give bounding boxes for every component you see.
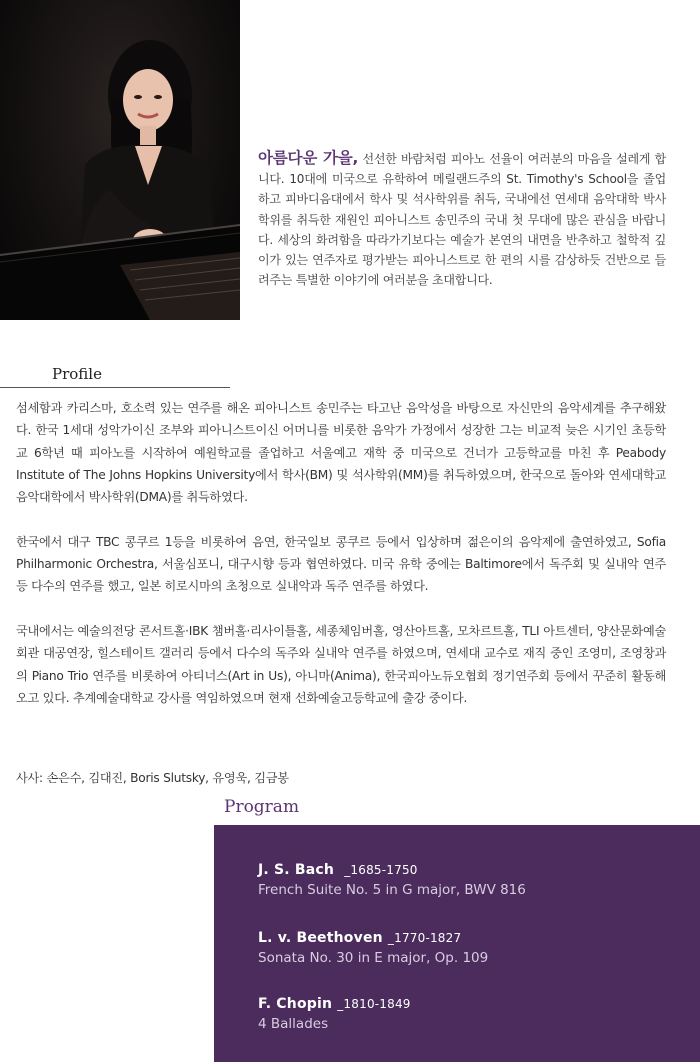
profile-paragraph: 한국에서 대구 TBC 콩쿠르 1등을 비롯하여 음연, 한국일보 콩쿠르 등에서 입상하며 젊은이의 음악제에 출연하였고, Sofia Philharmonic Orchestra, 서울심포니, 대구시향 등과 협연하였다. 미국 유학 중에는 Baltimore에서 독주회 및 실내악 연주 등 다수의 연주를 했고, 일본 히로시마의 초청으로 실내악과 독주 연주를 하였다. — [16, 534, 666, 594]
program-piece-beethoven — [258, 930, 488, 966]
composer-label: L. v. Beethoven — [258, 930, 383, 946]
intro-paragraph — [258, 148, 666, 290]
pianist-portrait — [0, 0, 240, 320]
profile-paragraph: 섬세함과 카리스마, 호소력 있는 연주를 해온 피아니스트 송민주는 타고난 음악성을 바탕으로 자신만의 음악세계를 추구해왔다. 한국 1세대 성악가이신 조부와 피아니스트이신 어머니를 비롯한 음악가 가정에서 성장한 그는 비교적 늦은 시기인 초등학교 6학년 때 피아노를 시작하여 예원학교를 졸업하고 서울예고 재학 중 미국으로 건너가 고등학교를 마친 후 Peabody Institute of The Johns Hopkins University에서 학사(BM) 및 석사학위(MM)를 취득하였으며, 한국으로 돌아와 연세대학교 음악대학에서 박사학위(DMA)를 취득하였다. — [16, 401, 666, 505]
composer-name — [258, 930, 488, 946]
composer-years: _1810-1849 — [337, 997, 411, 1011]
profile-paragraph: 국내에서는 예술의전당 콘서트홀·IBK 챔버홀·리사이틀홀, 세종체임버홀, 영산아트홀, 모차르트홀, TLI 아트센터, 양산문화예술회관 대공연장, 힐스테이트 갤러리 등에서 다수의 독주와 실내악 연주를 하였으며, 연세대 교수로 재직 중인 조영미, 조영창과의 Piano Trio 연주를 비롯하여 아티너스(Art in Us), 아니마(Anima), 한국피아노듀오협회 정기연주회 등에서 꾸준히 활동해오고 있다. 추계예술대학교 강사를 역임하였으며 현재 선화예술고등학교에 출강 중이다. — [16, 623, 666, 705]
composer-name — [258, 996, 411, 1012]
profile-divider — [0, 387, 230, 388]
work-title: Sonata No. 30 in E major, Op. 109 — [258, 950, 489, 966]
profile-heading: Profile — [52, 365, 102, 383]
profile-body — [16, 397, 666, 731]
composer-label: F. Chopin — [258, 996, 333, 1012]
teachers-line: 사사: 손은수, 김대진, Boris Slutsky, 유영욱, 김금봉 — [16, 771, 289, 785]
intro-highlight: 아름다운 가을, — [258, 149, 359, 167]
program-piece-bach — [258, 862, 526, 898]
composer-label: J. S. Bach — [258, 862, 335, 878]
program-piece-chopin — [258, 996, 411, 1032]
program-heading: Program — [224, 797, 300, 817]
work-title: 4 Ballades — [258, 1016, 329, 1032]
composer-name — [258, 862, 526, 878]
composer-years: _1770-1827 — [387, 931, 462, 945]
intro-text: 선선한 바람처럼 피아노 선율이 여러분의 마음을 설레게 합니다. 10대에 미국으로 유학하여 메릴랜드주의 St. Timothy's School을 졸업하고 피바디음대에서 학사 및 석사학위를 취득, 국내에선 연세대 음악대학 박사학위를 취득한 재원인 피아니스트 송민주의 국내 첫 무대에 많은 관심을 바랍니다. 세상의 화려함을 따라가기보다는 예술가 본연의 내면을 반추하고 철학적 깊이가 있는 연주자로 평가받는 피아니스트로 한 편의 시를 감상하듯 건반으로 들려주는 특별한 이야기에 여러분을 초대합니다. — [258, 152, 667, 288]
work-title: French Suite No. 5 in G major, BWV 816 — [258, 882, 526, 898]
composer-years: _1685-1750 — [344, 863, 418, 877]
